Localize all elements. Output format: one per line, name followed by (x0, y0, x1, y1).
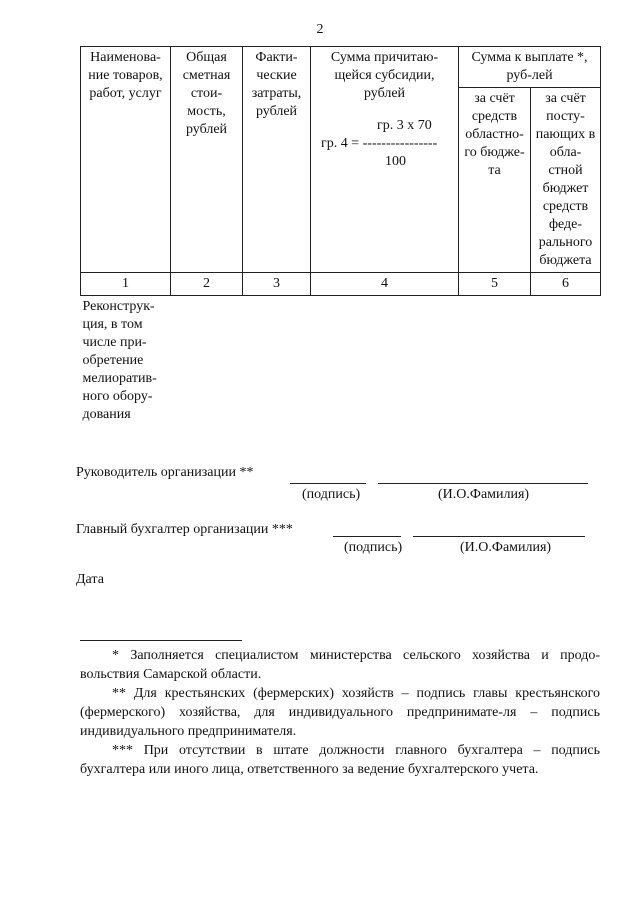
footnote-separator (80, 640, 242, 641)
accountant-name-caption: (И.О.Фамилия) (460, 540, 552, 555)
accountant-name-line (413, 536, 585, 537)
column-number: 5 (459, 273, 531, 296)
header-payout-group: Сумма к выплате *, руб-лей (459, 47, 601, 88)
formula-numerator: гр. 3 х 70 (377, 118, 432, 133)
table-row (81, 296, 601, 427)
subsidy-table (80, 46, 601, 426)
head-signature-label: Руководитель организации ** (76, 465, 254, 480)
header-federal-funds: за счёт посту-пающих в обла-стной бюджет средств феде-рального бюджета (531, 88, 601, 273)
column-number: 1 (81, 273, 171, 296)
header-actual-costs: Факти-ческие затраты, рублей (243, 47, 311, 273)
accountant-signature-caption: (подпись) (344, 540, 403, 555)
date-label: Дата (76, 572, 104, 587)
subsidy-title: Сумма причитаю-щейся субсидии, рублей (330, 50, 439, 101)
formula-denominator: 100 (385, 154, 406, 169)
header-goods-name: Наименова-ние товаров, работ, услуг (81, 47, 171, 273)
column-number: 6 (531, 273, 601, 296)
footnote-2: ** Для крестьянских (фермерских) хозяйств – подпись главы крестьянского (фермерского) хозяйства, для индивидуального предпринимате-ля – подпись индивидуального предпринимателя. (80, 686, 600, 739)
subsidy-formula (313, 117, 456, 171)
page-number: 2 (316, 22, 324, 37)
formula-line: гр. 4 = ---------------- (321, 136, 438, 151)
header-regional-budget: за счёт средств областно-го бюдже-та (459, 88, 531, 273)
accountant-signature-line (333, 536, 401, 537)
header-subsidy-amount (311, 47, 459, 273)
head-name-line (378, 483, 588, 484)
footnote-1: * Заполняется специалистом министерства сельского хозяйства и продо-вольствия Самарской области. (80, 648, 600, 682)
head-signature-caption: (подпись) (302, 487, 361, 502)
head-signature-line (290, 483, 366, 484)
column-number: 2 (171, 273, 243, 296)
row-label-reconstruction: Реконструк-ция, в том числе при-обретение мелиоратив-ного обору-дования (81, 296, 171, 427)
column-number: 3 (243, 273, 311, 296)
head-name-caption: (И.О.Фамилия) (438, 487, 530, 502)
header-total-cost: Общая сметная стои-мость, рублей (171, 47, 243, 273)
column-numbers-row (81, 273, 601, 296)
accountant-signature-label: Главный бухгалтер организации *** (76, 522, 293, 537)
column-number: 4 (311, 273, 459, 296)
footnote-3: *** При отсутствии в штате должности главного бухгалтера – подпись бухгалтера или иного лица, ответственного за ведение бухгалтерского учета. (80, 743, 600, 777)
